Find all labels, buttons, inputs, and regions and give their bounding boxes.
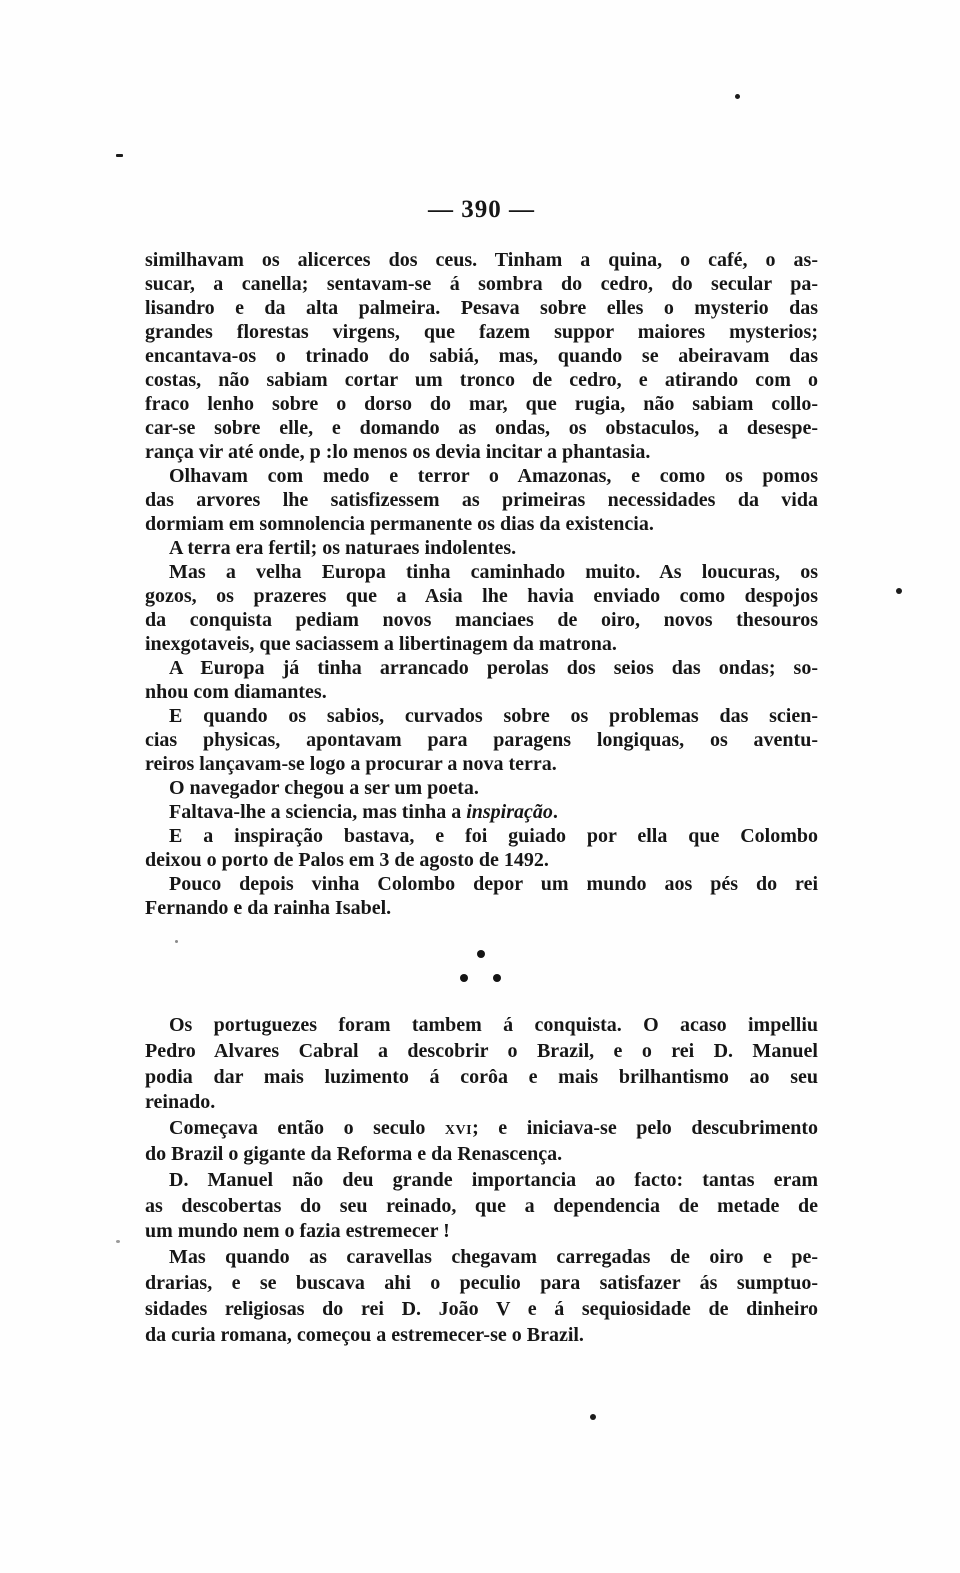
text-line: dormiam em somnolencia permanente os dias da existencia. xyxy=(145,513,654,535)
text-line: das arvores lhe satisfizessem as primeiras necessidades da vida xyxy=(145,489,818,511)
text-line: E a inspiração bastava, e foi guiado por ella que Colombo xyxy=(169,825,818,847)
scan-speck xyxy=(175,940,178,943)
text-line: Começava então o seculo xvi; e iniciava-se pelo descubrimento xyxy=(169,1117,818,1140)
text-line: as descobertas do seu reinado, que a dependencia de metade de xyxy=(145,1194,818,1217)
paragraph xyxy=(145,1245,818,1348)
paragraph xyxy=(145,464,818,536)
text-line: E quando os sabios, curvados sobre os problemas das scien- xyxy=(169,705,818,727)
text-line: cias physicas, apontavam para paragens longiquas, os aventu- xyxy=(145,729,818,751)
scan-speck xyxy=(896,588,902,594)
text-line: Os portuguezes foram tambem á conquista. O acaso impelliu xyxy=(169,1014,818,1036)
text-line: rança vir até onde, p :lo menos os devia incitar a phantasia. xyxy=(145,441,651,463)
scan-speck xyxy=(735,94,740,99)
text-section-bottom xyxy=(145,1013,818,1348)
text-line: A terra era fertil; os naturaes indolentes. xyxy=(169,537,517,559)
text-line: nhou com diamantes. xyxy=(145,681,327,703)
text-line: sidades religiosas do rei D. João V e á sequiosidade de dinheiro xyxy=(145,1297,818,1320)
paragraph xyxy=(145,248,818,464)
paragraph xyxy=(145,824,818,872)
scan-speck xyxy=(116,154,123,157)
paragraph xyxy=(145,1168,818,1245)
page-number: — 390 — xyxy=(428,196,535,223)
text-line: sucar, a canella; sentavam-se á sombra do cedro, do secular pa- xyxy=(145,273,818,295)
paragraph xyxy=(145,776,818,800)
text-line: grandes florestas virgens, que fazem suppor maiores mysterios; xyxy=(145,321,818,343)
text-line: car-se sobre elle, e domando as ondas, os obstaculos, a desespe- xyxy=(145,417,818,439)
asterism-dot xyxy=(477,950,485,958)
paragraph xyxy=(145,800,818,824)
text-line: da conquista pediam novos manciaes de oiro, novos thesouros xyxy=(145,609,818,631)
paragraph xyxy=(145,1013,818,1116)
italic-text: inspiração xyxy=(466,801,553,823)
text-line: inexgotaveis, que saciassem a libertinagem da matrona. xyxy=(145,633,617,655)
scan-speck xyxy=(116,1240,120,1243)
text-line: encantava-os o trinado do sabiá, mas, quando se abeiravam das xyxy=(145,345,818,367)
text-line: gozos, os prazeres que a Asia lhe havia enviado como despojos xyxy=(145,585,818,607)
text-line: um mundo nem o fazia estremecer ! xyxy=(145,1220,450,1243)
text-line: Mas quando as caravellas chegavam carregadas de oiro e pe- xyxy=(169,1246,818,1269)
text-line: costas, não sabiam cortar um tronco de cedro, e atirando com o xyxy=(145,369,818,391)
text-line: podia dar mais luzimento á corôa e mais brilhantismo ao seu xyxy=(145,1065,818,1088)
text-line: similhavam os alicerces dos ceus. Tinham a quina, o café, o as- xyxy=(145,249,818,271)
text-line: deixou o porto de Palos em 3 de agosto de 1492. xyxy=(145,849,549,871)
text-line: reinado. xyxy=(145,1091,216,1114)
text-line: Pouco depois vinha Colombo depor um mundo aos pés do rei xyxy=(169,873,818,895)
text-line: fraco lenho sobre o dorso do mar, que rugia, não sabiam collo- xyxy=(145,393,818,415)
asterism-dot xyxy=(460,974,468,982)
paragraph xyxy=(145,704,818,776)
text-line: A Europa já tinha arrancado perolas dos seios das ondas; so- xyxy=(169,657,818,679)
text-line: Fernando e da rainha Isabel. xyxy=(145,897,392,919)
text-line: D. Manuel não deu grande importancia ao facto: tantas eram xyxy=(169,1168,818,1191)
text-line: Mas a velha Europa tinha caminhado muito. As loucuras, os xyxy=(169,561,818,583)
text-line: O navegador chegou a ser um poeta. xyxy=(169,777,479,799)
asterism-dot xyxy=(493,974,501,982)
paragraph xyxy=(145,656,818,704)
paragraph xyxy=(145,560,818,656)
scan-speck xyxy=(590,1414,596,1420)
text-line: reiros lançavam-se logo a procurar a nova terra. xyxy=(145,753,557,775)
smallcaps-text: xvi xyxy=(444,1117,473,1140)
text-line: do Brazil o gigante da Reforma e da Renascença. xyxy=(145,1142,563,1165)
asterism-divider xyxy=(145,948,818,988)
text-line: Pedro Alvares Cabral a descobrir o Brazil, e o rei D. Manuel xyxy=(145,1039,818,1062)
paragraph xyxy=(145,536,818,560)
text-section-top xyxy=(145,248,818,920)
text-line: lisandro e da alta palmeira. Pesava sobre elles o mysterio das xyxy=(145,297,818,319)
text-line: Faltava-lhe a sciencia, mas tinha a inspiração. xyxy=(169,801,558,823)
text-line: drarias, e se buscava ahi o peculio para satisfazer ás sumptuo- xyxy=(145,1271,818,1294)
paragraph xyxy=(145,1116,818,1168)
text-line: Olhavam com medo e terror o Amazonas, e como os pomos xyxy=(169,465,818,487)
text-line: da curia romana, começou a estremecer-se o Brazil. xyxy=(145,1323,584,1346)
paragraph xyxy=(145,872,818,920)
